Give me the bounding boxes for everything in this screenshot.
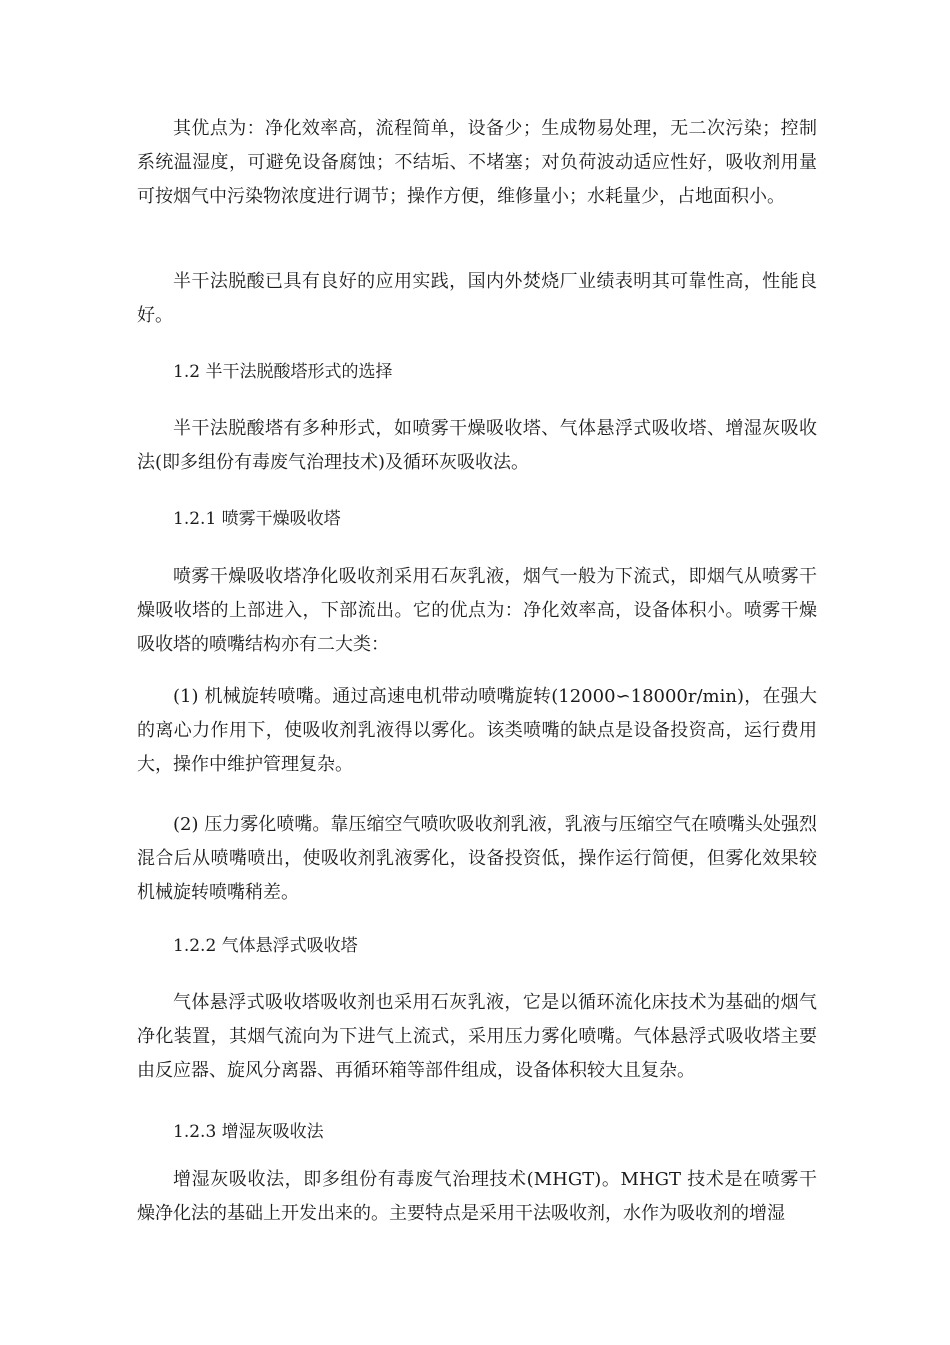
paragraph-pressure-nozzle: (2) 压力雾化喷嘴。靠压缩空气喷吹吸收剂乳液，乳液与压缩空气在喷嘴头处强烈混合后从喷嘴喷出，使吸收剂乳液雾化，设备投资低，操作运行简便，但雾化效果较机械旋转喷嘴稍差。 <box>137 814 817 903</box>
paragraph-rotary-nozzle: (1) 机械旋转喷嘴。通过高速电机带动喷嘴旋转(12000∽18000r/min)，在强大的离心力作用下，使吸收剂乳液得以雾化。该类喷嘴的缺点是设备投资高，运行费用大，操作中维护管理复杂。 <box>137 686 817 775</box>
section-heading-1-2: 1.2 半干法脱酸塔形式的选择 <box>173 362 393 382</box>
paragraph-spray-dry: 喷雾干燥吸收塔净化吸收剂采用石灰乳液，烟气一般为下流式，即烟气从喷雾干燥吸收塔的上部进入，下部流出。它的优点为：净化效率高，设备体积小。喷雾干燥吸收塔的喷嘴结构亦有二大类： <box>137 566 817 655</box>
section-heading-1-2-3: 1.2.3 增湿灰吸收法 <box>173 1122 324 1142</box>
paragraph-mhgt: 增湿灰吸收法，即多组份有毒废气治理技术(MHGT)。MHGT 技术是在喷雾干燥净化法的基础上开发出来的。主要特点是采用干法吸收剂，水作为吸收剂的增湿 <box>137 1169 817 1224</box>
paragraph-gas-suspension: 气体悬浮式吸收塔吸收剂也采用石灰乳液，它是以循环流化床技术为基础的烟气净化装置，其烟气流向为下进气上流式，采用压力雾化喷嘴。气体悬浮式吸收塔主要由反应器、旋风分离器、再循环箱等部件组成，设备体积较大且复杂。 <box>137 992 817 1081</box>
paragraph-application: 半干法脱酸已具有良好的应用实践，国内外焚烧厂业绩表明其可靠性高，性能良好。 <box>137 271 817 326</box>
section-heading-1-2-1: 1.2.1 喷雾干燥吸收塔 <box>173 509 341 529</box>
paragraph-tower-types: 半干法脱酸塔有多种形式，如喷雾干燥吸收塔、气体悬浮式吸收塔、增湿灰吸收法(即多组份有毒废气治理技术)及循环灰吸收法。 <box>137 418 817 473</box>
section-heading-1-2-2: 1.2.2 气体悬浮式吸收塔 <box>173 936 358 956</box>
paragraph-advantages: 其优点为：净化效率高，流程简单，设备少；生成物易处理，无二次污染；控制系统温湿度，可避免设备腐蚀；不结垢、不堵塞；对负荷波动适应性好，吸收剂用量可按烟气中污染物浓度进行调节；操作方便，维修量小；水耗量少，占地面积小。 <box>137 118 817 207</box>
